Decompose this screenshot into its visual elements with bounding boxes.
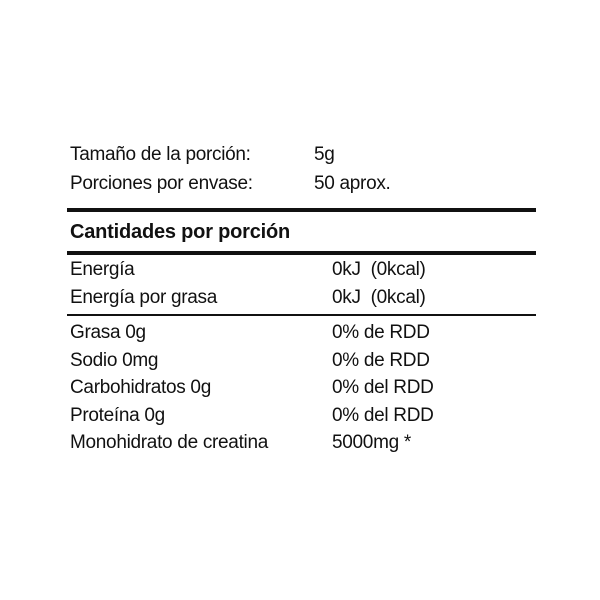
fat-row	[70, 319, 540, 347]
protein-row	[70, 402, 540, 430]
top-divider	[67, 208, 536, 212]
energy-label: Energía	[70, 259, 135, 280]
energy-divider	[67, 314, 536, 316]
energy-value: 0kJ (0kcal)	[332, 259, 426, 280]
creatine-value: 5000mg *	[332, 432, 411, 453]
energy-row	[70, 256, 540, 284]
sodium-row	[70, 347, 540, 375]
protein-value: 0% del RDD	[332, 404, 434, 426]
nutrients-section	[70, 319, 540, 457]
serving-info	[70, 140, 540, 198]
energy-from-fat-value: 0kJ (0kcal)	[332, 286, 426, 308]
sodium-label: Sodio 0mg	[70, 349, 159, 371]
carbohydrates-value: 0% del RDD	[332, 377, 434, 398]
creatine-row	[70, 429, 540, 457]
energy-from-fat-label: Energía por grasa	[70, 286, 217, 308]
servings-per-container-row	[70, 169, 540, 198]
carbohydrates-row	[70, 374, 540, 402]
serving-size-row	[70, 140, 540, 169]
fat-label: Grasa 0g	[70, 322, 146, 343]
protein-label: Proteína 0g	[70, 404, 165, 426]
sodium-value: 0% de RDD	[332, 349, 430, 371]
amounts-per-serving-heading: Cantidades por porción	[70, 221, 291, 243]
heading-divider	[67, 251, 536, 255]
serving-size-value: 5g	[314, 144, 335, 165]
servings-per-container-label: Porciones por envase:	[70, 173, 253, 194]
fat-value: 0% de RDD	[332, 322, 430, 343]
carbohydrates-label: Carbohidratos 0g	[70, 377, 211, 398]
servings-per-container-value: 50 aprox.	[314, 173, 391, 194]
energy-from-fat-row	[70, 284, 540, 312]
serving-size-label: Tamaño de la porción:	[70, 144, 251, 165]
energy-section	[70, 256, 540, 311]
creatine-label: Monohidrato de creatina	[70, 432, 269, 453]
